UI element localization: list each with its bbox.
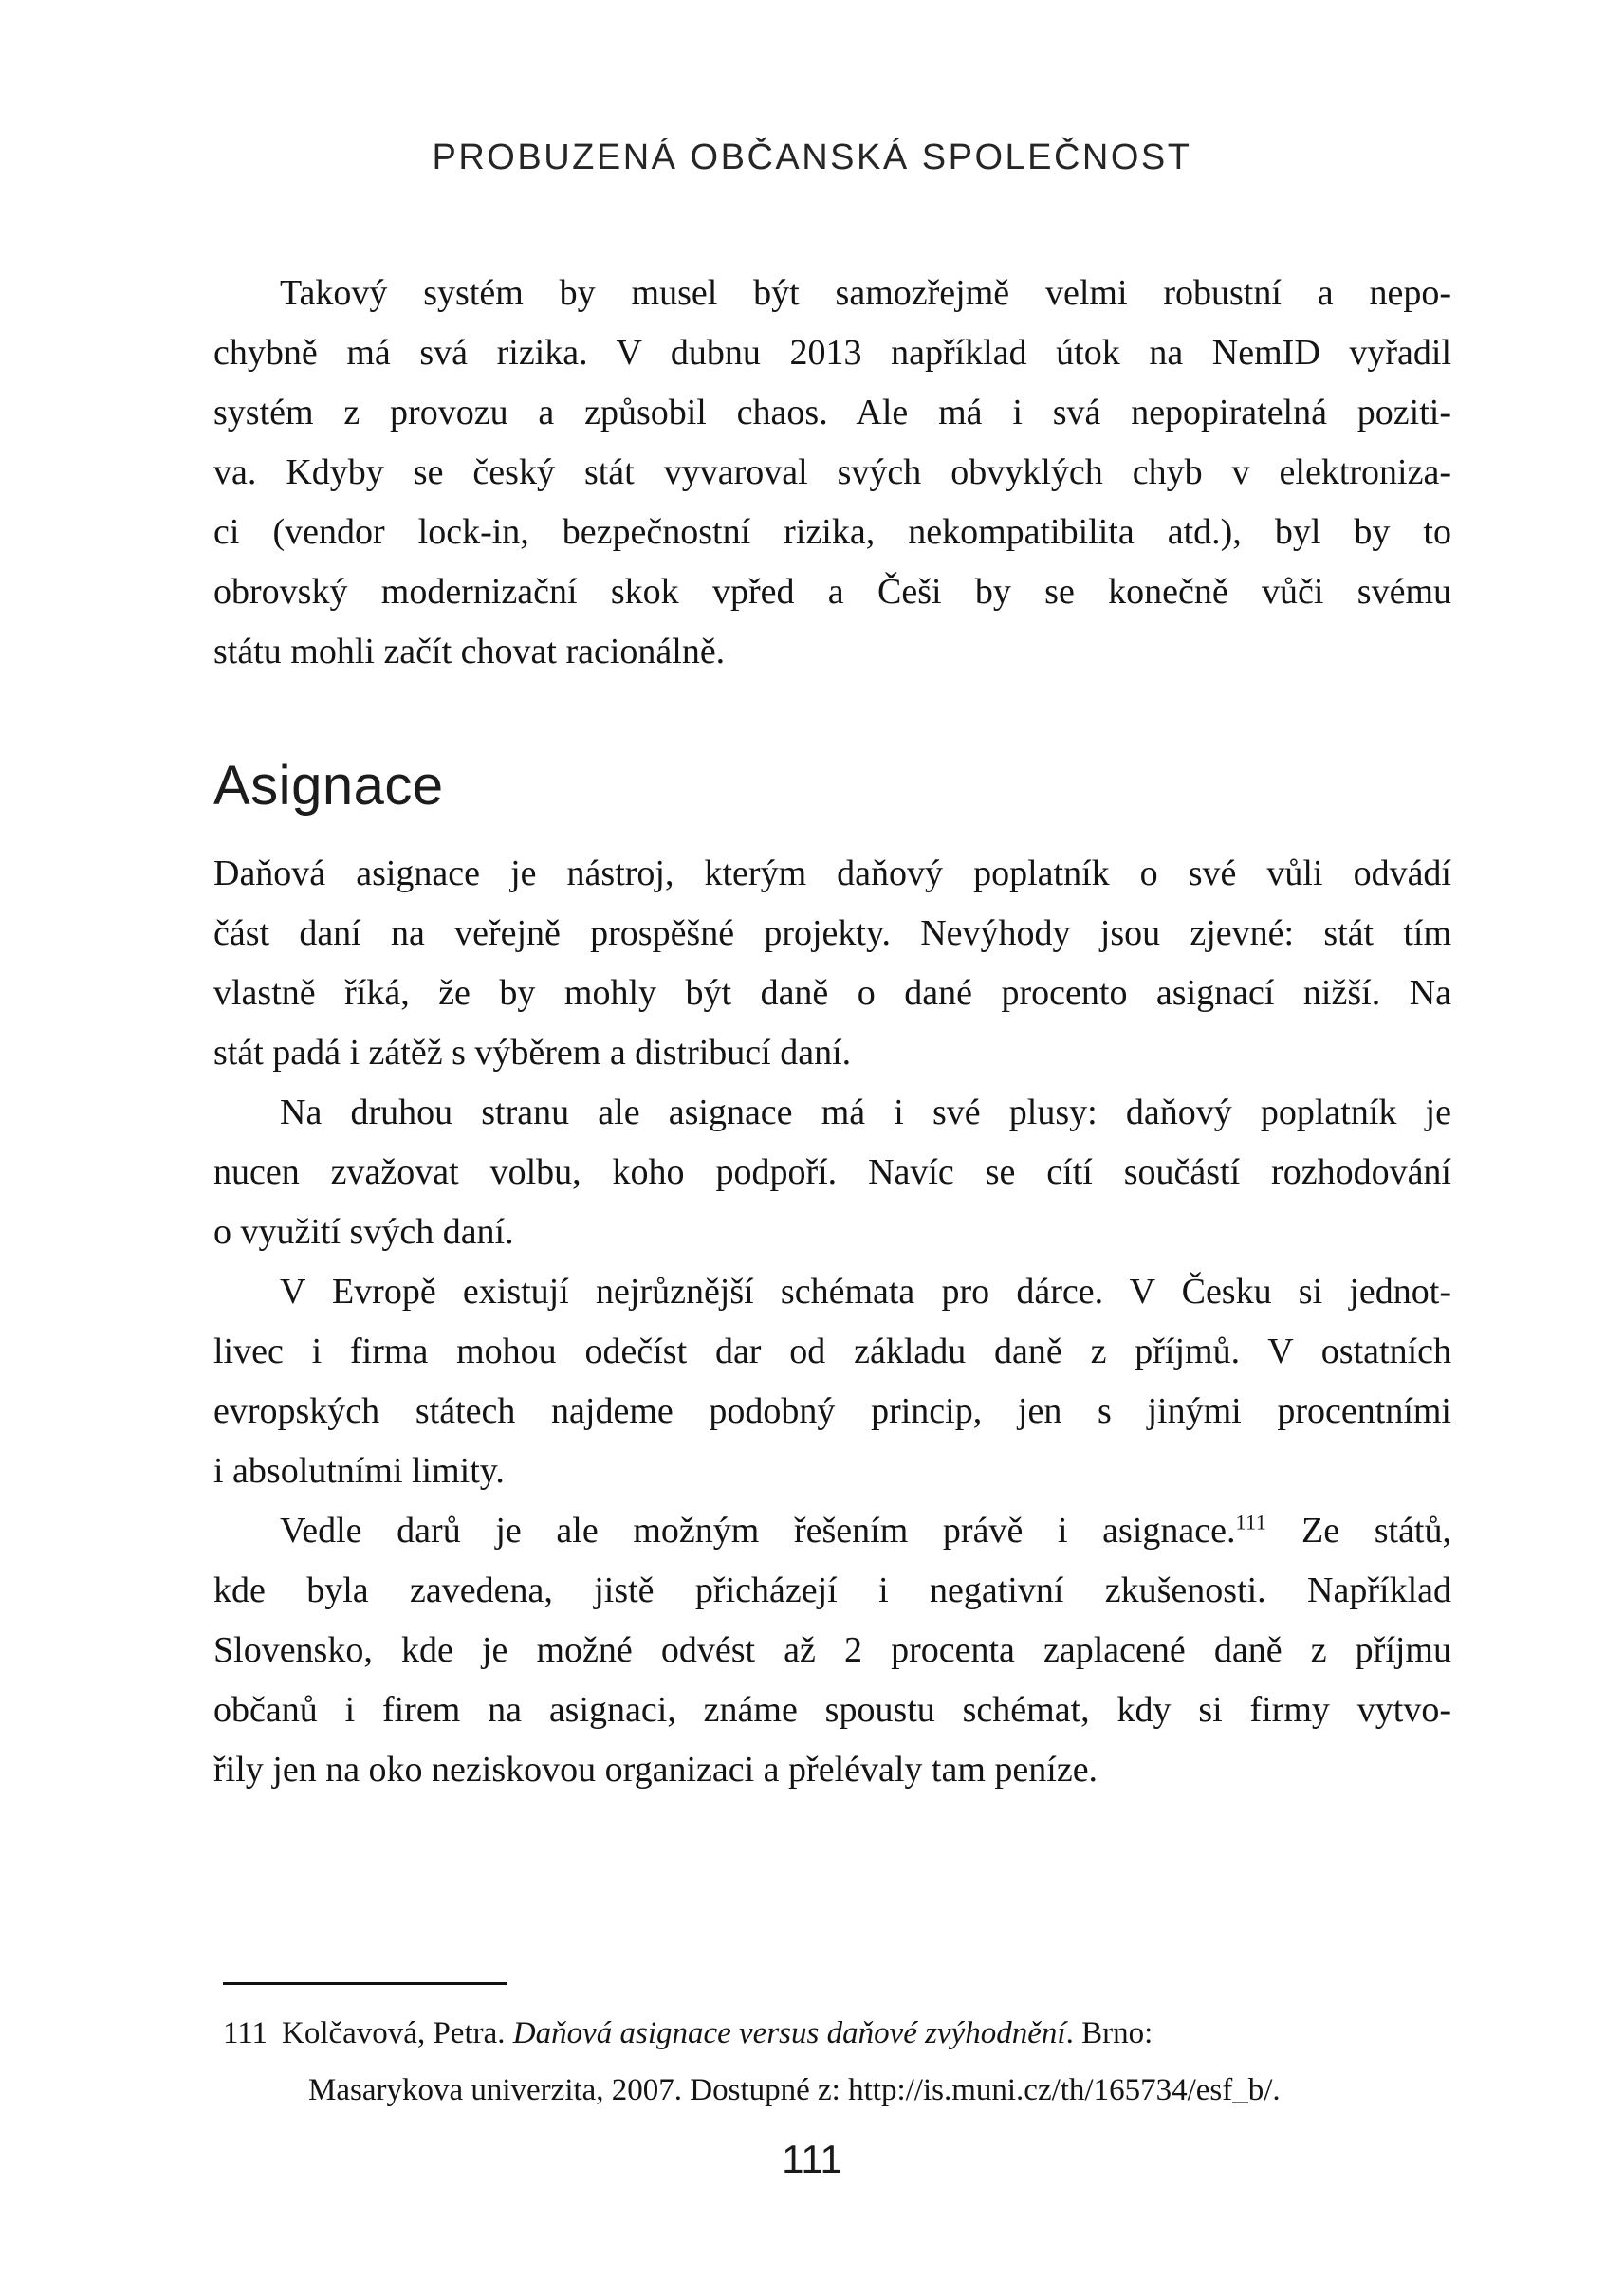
text-line: obrovský modernizační skok vpřed a Češi by se konečně vůči svému xyxy=(213,572,1451,612)
running-header: PROBUZENÁ OBČANSKÁ SPOLEČNOST xyxy=(432,138,1192,177)
text-line: i absolutními limity. xyxy=(213,1451,505,1491)
body-paragraph xyxy=(213,1262,1451,1501)
text-line: systém z provozu a způsobil chaos. Ale má i svá nepopiratelná poziti- xyxy=(213,393,1451,432)
text-line: řily jen na oko neziskovou organizaci a přelévaly tam peníze. xyxy=(213,1750,1098,1790)
text-line: Takový systém by musel být samozřejmě velmi robustní a nepo- xyxy=(280,273,1451,313)
body-paragraph xyxy=(213,1501,1451,1800)
text-line: Vedle darů je ale možným řešením právě i asignace.$^{111}$ Ze států, xyxy=(280,1510,1451,1551)
footnote-rule xyxy=(223,1982,508,1985)
text-line: va. Kdyby se český stát vyvaroval svých obvyklých chyb v elektroniza- xyxy=(213,452,1451,492)
text-line: Daňová asignace je nástroj, kterým daňový poplatník o své vůli odvádí xyxy=(213,854,1451,893)
text-line: kde byla zavedena, jistě přicházejí i negativní zkušenosti. Například xyxy=(213,1570,1451,1610)
text-line: nucen zvažovat volbu, koho podpoří. Navíc se cítí součástí rozhodování xyxy=(213,1152,1451,1192)
text-line: Na druhou stranu ale asignace má i své plusy: daňový poplatník je xyxy=(280,1093,1451,1132)
text-line: chybně má svá rizika. V dubnu 2013 například útok na NemID vyřadil xyxy=(213,333,1451,373)
text-line: občanů i firem na asignaci, známe spoustu schémat, kdy si firmy vytvo- xyxy=(213,1690,1451,1730)
footnote xyxy=(223,2005,1451,2119)
section-heading: Asignace xyxy=(213,755,444,817)
footnote-line-continued: Masarykova univerzita, 2007. Dostupné z: http://is.muni.cz/th/165734/esf_b/. xyxy=(308,2073,1281,2107)
body-paragraph xyxy=(213,264,1451,682)
text-line: ci (vendor lock-in, bezpečnostní rizika, nekompatibilita atd.), byl by to xyxy=(213,512,1451,552)
text-line: stát padá i zátěž s výběrem a distribucí daní. xyxy=(213,1033,852,1073)
text-line: evropských státech najdeme podobný princip, jen s jinými procentními xyxy=(213,1391,1451,1431)
text-line: státu mohli začít chovat racionálně. xyxy=(213,632,726,671)
text-line: o využití svých daní. xyxy=(213,1212,514,1252)
body-paragraph xyxy=(213,1083,1451,1262)
page-number: 111 xyxy=(782,2137,842,2181)
page-body xyxy=(213,264,1451,1800)
text-line: V Evropě existují nejrůznější schémata pro dárce. V Česku si jednot- xyxy=(280,1272,1451,1312)
text-line: Slovensko, kde je možné odvést až 2 procenta zaplacené daně z příjmu xyxy=(213,1630,1451,1670)
footnote-number: 111 xyxy=(223,2016,268,2050)
footnote-ref: 111 xyxy=(1235,1510,1267,1534)
italic-title: Daňová asignace versus daňové zvýhodnění xyxy=(512,2016,1066,2050)
text-line: část daní na veřejně prospěšné projekty. Nevýhody jsou zjevné: stát tím xyxy=(213,913,1451,953)
text-line: livec i firma mohou odečíst dar od základu daně z příjmů. V ostatních xyxy=(213,1332,1451,1371)
text-line: vlastně říká, že by mohly být daně o dané procento asignací nižší. Na xyxy=(213,973,1451,1013)
body-paragraph xyxy=(213,844,1451,1083)
footnote-line: 111 Kolčavová, Petra. Daňová asignace versus daňové zvýhodnění. Brno: xyxy=(223,2005,1451,2062)
